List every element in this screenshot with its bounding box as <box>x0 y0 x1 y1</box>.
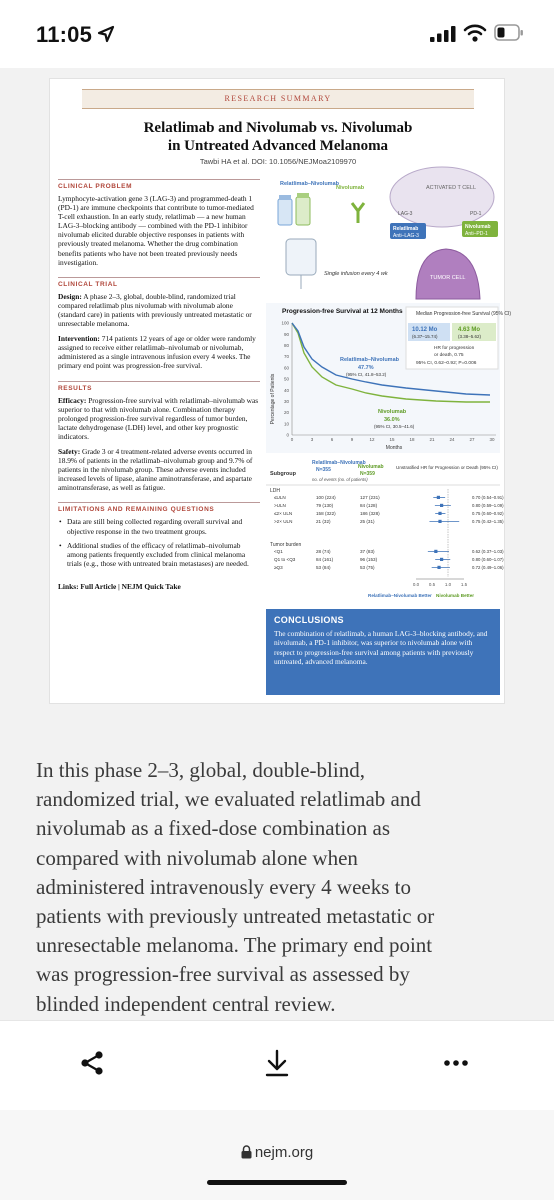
col-combo: Relatlimab–Nivolumab <box>312 460 366 466</box>
median-nivo: 4.63 Mo <box>458 327 481 333</box>
forest-row-label: >2× ULN <box>274 519 293 524</box>
forest-axis <box>413 489 468 587</box>
median-title: Median Progression-free Survival (95% CI) <box>416 311 512 317</box>
forest-row-label: Q1 to <Q3 <box>274 557 296 562</box>
vial-icon <box>278 193 310 225</box>
tumor-cell-label: TUMOR CELL <box>430 275 466 281</box>
share-icon <box>79 1050 105 1076</box>
article-line: nivolumab as a fixed-dose combination as <box>36 816 390 841</box>
forest-axis-tick: 0.5 <box>428 582 436 587</box>
col-subgroup: Subgroup <box>270 471 296 477</box>
pfs-y-tick: 0 <box>286 432 289 438</box>
forest-row-label: >ULN <box>274 503 286 508</box>
pfs-x-tick: 3 <box>310 437 314 442</box>
article-line: administered intravenously every 4 weeks to <box>36 874 411 899</box>
forest-row-nivo: 25 (31) <box>360 519 375 524</box>
article-line: randomized trial, we evaluated relatlimab and <box>36 787 421 812</box>
address-bar[interactable] <box>0 1110 554 1200</box>
share-button[interactable] <box>70 1041 114 1085</box>
pfs-y-tick: 10 <box>283 421 289 427</box>
antibody-icon <box>352 203 364 223</box>
forest-row-label: ≤2× ULN <box>274 511 293 516</box>
pfs-y-tick: 20 <box>283 410 289 416</box>
tumor-cell-icon <box>416 249 480 299</box>
efficacy-text: Progression-free survival with relatlimab–nivolumab was superior to that with nivolumab alone. Combination therapy prolonged progression-free survival regardless of tumor burden, lactate dehydrogenase (LDH) level, and other key prognostic indicators. <box>58 395 259 441</box>
intervention-label: Intervention: <box>58 334 100 344</box>
article-line: In this phase 2–3, global, double-blind, <box>36 758 365 782</box>
summary-title-line1: Relatlimab and Nivolumab vs. Nivolumab <box>143 120 413 136</box>
forest-row-hr: 0.75 (0.42–1.35) <box>472 519 504 524</box>
pfs-y-tick: 70 <box>283 354 289 360</box>
summary-left-column <box>58 179 260 591</box>
forest-axis-tick: 0.0 <box>412 582 420 587</box>
conclusions-box <box>266 609 500 695</box>
forest-plot-panel <box>266 457 504 599</box>
forest-row-hr: 0.62 (0.37–1.03) <box>472 549 504 554</box>
combo-label: Relatlimab–Nivolumab <box>340 357 399 363</box>
forest-row-hr: 0.80 (0.60–1.07) <box>472 557 504 562</box>
forest-row-combo: 21 (32) <box>316 519 331 524</box>
forest-estimate-marker <box>434 550 437 553</box>
conclusions-text: The combination of relatlimab, a human LAG-3–blocking antibody, and nivolumab, a PD-1 inhibitor, was superior to nivolumab alone with respect to progression-free survival among patients with previously untreated, advanced melanoma. <box>274 629 488 667</box>
pfs-x-tick: 30 <box>489 437 495 442</box>
article-line: compared with nivolumab alone when <box>36 845 358 870</box>
pfs-x-tick: 12 <box>369 437 375 442</box>
efficacy-label: Efficacy: <box>58 395 87 405</box>
pfs-x-axis <box>291 437 495 442</box>
forest-axis-tick: 1.0 <box>444 582 452 587</box>
url-text: nejm.org <box>254 1144 314 1161</box>
forest-row-nivo: 127 (231) <box>360 495 380 500</box>
col-combo-n: N=355 <box>316 467 331 473</box>
forest-row-hr: 0.80 (0.59–1.09) <box>472 503 504 508</box>
limitation-bullet-1: • Data are still being collected regarding overall survival and objective response in the two treatment groups. <box>58 517 260 535</box>
summary-title <box>60 119 496 155</box>
pfs-x-tick: 27 <box>469 437 475 442</box>
pfs-y-tick: 100 <box>281 320 289 326</box>
mechanism-illustration <box>266 175 500 299</box>
pfs-y-tick: 40 <box>283 387 289 393</box>
pfs-chart-panel <box>266 303 512 453</box>
median-nivo-ci: (3.38–5.62) <box>458 334 482 339</box>
clinical-problem-text: Lymphocyte-activation gene 3 (LAG-3) and programmed-death 1 (PD-1) are immune checkpoints that contribute to tumor-mediated T-cell exhaustion. In an early study, relatlimab — a new human LAG-3–blocking antibody — combined with the PD-1 inhibitor nivolumab elicited durable objective responses in patients with previously treated melanoma. Whether the drug combination benefits patients who have not been treated previously needs investigation. <box>58 194 254 267</box>
group-tumor-burden: Tumor burden <box>270 542 302 548</box>
anti-lag3-label: Anti–LAG-3 <box>393 233 419 239</box>
results-heading: RESULTS <box>58 381 260 392</box>
safety-text: Grade 3 or 4 treatment-related adverse events occurred in 18.9% of patients in the relatlimab–nivolumab group and 9.7% of patients in the nivolumab group. These adverse events included increased levels of lipase, alanine aminotransferase, and aspartate aminotransferase, as well as fatigue. <box>58 446 253 493</box>
safety-label: Safety: <box>58 446 81 456</box>
hr-text-1: HR for progression <box>434 346 475 351</box>
url-display[interactable] <box>0 1144 554 1161</box>
t-cell-icon <box>390 167 494 227</box>
forest-row-label: ≤ULN <box>274 495 286 500</box>
hr-text-2: or death, 0.75 <box>434 353 464 358</box>
more-icon <box>443 1059 469 1067</box>
summary-citation: Tawbi HA et al. DOI: 10.1056/NEJMoa2109970 <box>199 157 357 166</box>
article-line: was progression-free survival as assessed by <box>36 962 410 987</box>
pfs-title: Progression-free Survival at 12 Months <box>282 308 403 315</box>
forest-row-combo: 158 (322) <box>316 511 336 516</box>
nivo-value: 36.0% <box>384 417 400 423</box>
combo-ci: (95% CI, 41.8–53.2) <box>346 372 387 377</box>
home-indicator[interactable] <box>207 1180 347 1185</box>
clinical-problem-heading: CLINICAL PROBLEM <box>58 179 260 190</box>
forest-estimate-marker <box>440 504 443 507</box>
forest-estimate-marker <box>438 520 441 523</box>
col-nivo-n: N=359 <box>360 471 375 477</box>
infusion-label: Single infusion every 4 wk <box>324 271 388 277</box>
pfs-y-tick: 80 <box>283 343 289 348</box>
research-summary-banner: RESEARCH SUMMARY <box>82 89 474 109</box>
more-options-button[interactable] <box>434 1041 478 1085</box>
download-icon <box>264 1049 290 1077</box>
intervention-paragraph <box>58 334 260 370</box>
clock: 11:05 <box>36 22 93 47</box>
iv-bag-icon <box>286 239 316 289</box>
forest-row-nivo: 84 (128) <box>360 503 378 508</box>
pfs-x-tick: 18 <box>409 437 415 442</box>
pfs-y-tick: 30 <box>283 399 289 404</box>
pfs-ylabel: Percentage of Patients <box>270 373 276 425</box>
safety-paragraph <box>58 447 260 492</box>
forest-row-combo: 84 (161) <box>316 557 334 562</box>
wifi-icon <box>463 24 487 42</box>
pfs-x-tick: 21 <box>429 437 435 442</box>
hr-text-3: 95% CI, 0.62–0.92; P=0.006 <box>416 361 477 366</box>
anti-lag3-name: Relatlimab <box>393 226 419 232</box>
t-cell-label: ACTIVATED T CELL <box>426 185 477 191</box>
combo-value: 47.7% <box>358 365 374 371</box>
efficacy-paragraph <box>58 396 260 441</box>
better-combo: Relatlimab–Nivolumab Better <box>368 593 432 598</box>
pfs-x-tick: 9 <box>350 437 354 442</box>
forest-row-hr: 0.72 (0.49–1.06) <box>472 565 504 570</box>
col-nivo: Nivolumab <box>358 464 384 470</box>
drug2-label: Nivolumab <box>336 185 365 191</box>
pd1-label: PD-1 <box>470 211 482 217</box>
summary-links[interactable]: Links: Full Article | NEJM Quick Take <box>58 581 181 591</box>
article-line: blinded independent central review. <box>36 991 336 1016</box>
research-summary-image[interactable] <box>49 78 512 704</box>
design-text: A phase 2–3, global, double-blind, randomized trial compared relatlimab plus nivolumab with nivolumab alone (standard care) in patients with previously untreated metastatic or unresectable melanoma. <box>58 291 252 329</box>
summary-title-line2: in Untreated Advanced Melanoma <box>167 138 389 154</box>
limitation-bullet-2: • Additional studies of the efficacy of relatlimab–nivolumab among patients frequently excluded from clinical melanoma trials (e.g., those with untreated brain metastases) are needed. <box>58 541 260 568</box>
pfs-y-tick: 60 <box>283 365 289 371</box>
forest-row-combo: 100 (224) <box>316 495 336 500</box>
forest-row-nivo: 186 (328) <box>360 511 380 516</box>
forest-row-hr: 0.75 (0.60–0.92) <box>472 511 504 516</box>
median-combo-ci: (6.37–15.74) <box>412 334 438 339</box>
limitations-heading: LIMITATIONS AND REMAINING QUESTIONS <box>58 502 260 513</box>
forest-estimate-marker <box>437 566 440 569</box>
forest-row-nivo: 37 (83) <box>360 549 375 554</box>
article-line: unresectable melanoma. The primary end point <box>36 933 433 958</box>
forest-row-combo: 79 (130) <box>316 503 334 508</box>
forest-rows <box>274 495 504 570</box>
pfs-x-tick: 6 <box>330 437 334 442</box>
battery-icon <box>494 24 524 42</box>
pfs-y-axis <box>281 321 289 438</box>
web-viewport[interactable] <box>0 68 554 1020</box>
pfs-x-tick: 24 <box>449 437 455 442</box>
forest-axis-tick: 1.5 <box>460 582 468 587</box>
anti-pd1-name: Nivolumab <box>465 224 491 230</box>
group-ldh: LDH <box>270 488 281 494</box>
cellular-signal-icon <box>430 26 456 42</box>
design-label: Design: <box>58 291 82 301</box>
better-nivo: Nivolumab Better <box>436 593 475 598</box>
forest-estimate-marker <box>438 512 441 515</box>
intervention-text: 714 patients 12 years of age or older were randomly assigned to receive either relatlimab–nivolumab or nivolumab, administered as a single intravenous infusion every 4 weeks. The primary end point was progression-free survival. <box>58 334 256 371</box>
article-line: patients with previously untreated metastatic or <box>36 904 435 929</box>
forest-row-label: <Q1 <box>274 549 283 554</box>
forest-row-combo: 53 (84) <box>316 565 331 570</box>
events-note: no. of events (no. of patients) <box>312 477 368 482</box>
pfs-xlabel: Months <box>385 445 403 451</box>
pfs-y-tick: 50 <box>283 376 289 382</box>
forest-row-nivo: 96 (153) <box>360 557 378 562</box>
conclusions-heading: CONCLUSIONS <box>274 615 344 625</box>
forest-row-combo: 28 (74) <box>316 549 331 554</box>
pfs-y-tick: 90 <box>283 331 289 337</box>
forest-row-nivo: 53 (75) <box>360 565 375 570</box>
lock-icon <box>241 1145 252 1159</box>
forest-row-hr: 0.70 (0.54–0.91) <box>472 495 504 500</box>
nivo-ci: (95% CI, 30.5–41.6) <box>374 424 415 429</box>
col-hr: Unstratified HR for Progression or Death (95% CI) <box>396 465 498 470</box>
pfs-x-tick: 0 <box>290 437 294 442</box>
article-text <box>36 756 526 1019</box>
forest-estimate-marker <box>437 496 440 499</box>
clinical-trial-heading: CLINICAL TRIAL <box>58 277 260 288</box>
status-bar <box>0 0 554 68</box>
download-button[interactable] <box>255 1041 299 1085</box>
location-arrow-icon <box>96 24 116 44</box>
pfs-x-tick: 15 <box>389 437 395 442</box>
design-paragraph <box>58 292 260 328</box>
bottom-toolbar <box>0 1020 554 1110</box>
nivo-label: Nivolumab <box>378 409 407 415</box>
median-combo: 10.12 Mo <box>412 327 438 333</box>
forest-estimate-marker <box>440 558 443 561</box>
anti-pd1-label: Anti–PD-1 <box>465 231 488 237</box>
forest-row-label: ≥Q3 <box>274 565 283 570</box>
drug1-label: Relatlimab–Nivolumab <box>280 181 339 187</box>
lag3-label: LAG-3 <box>398 211 413 217</box>
